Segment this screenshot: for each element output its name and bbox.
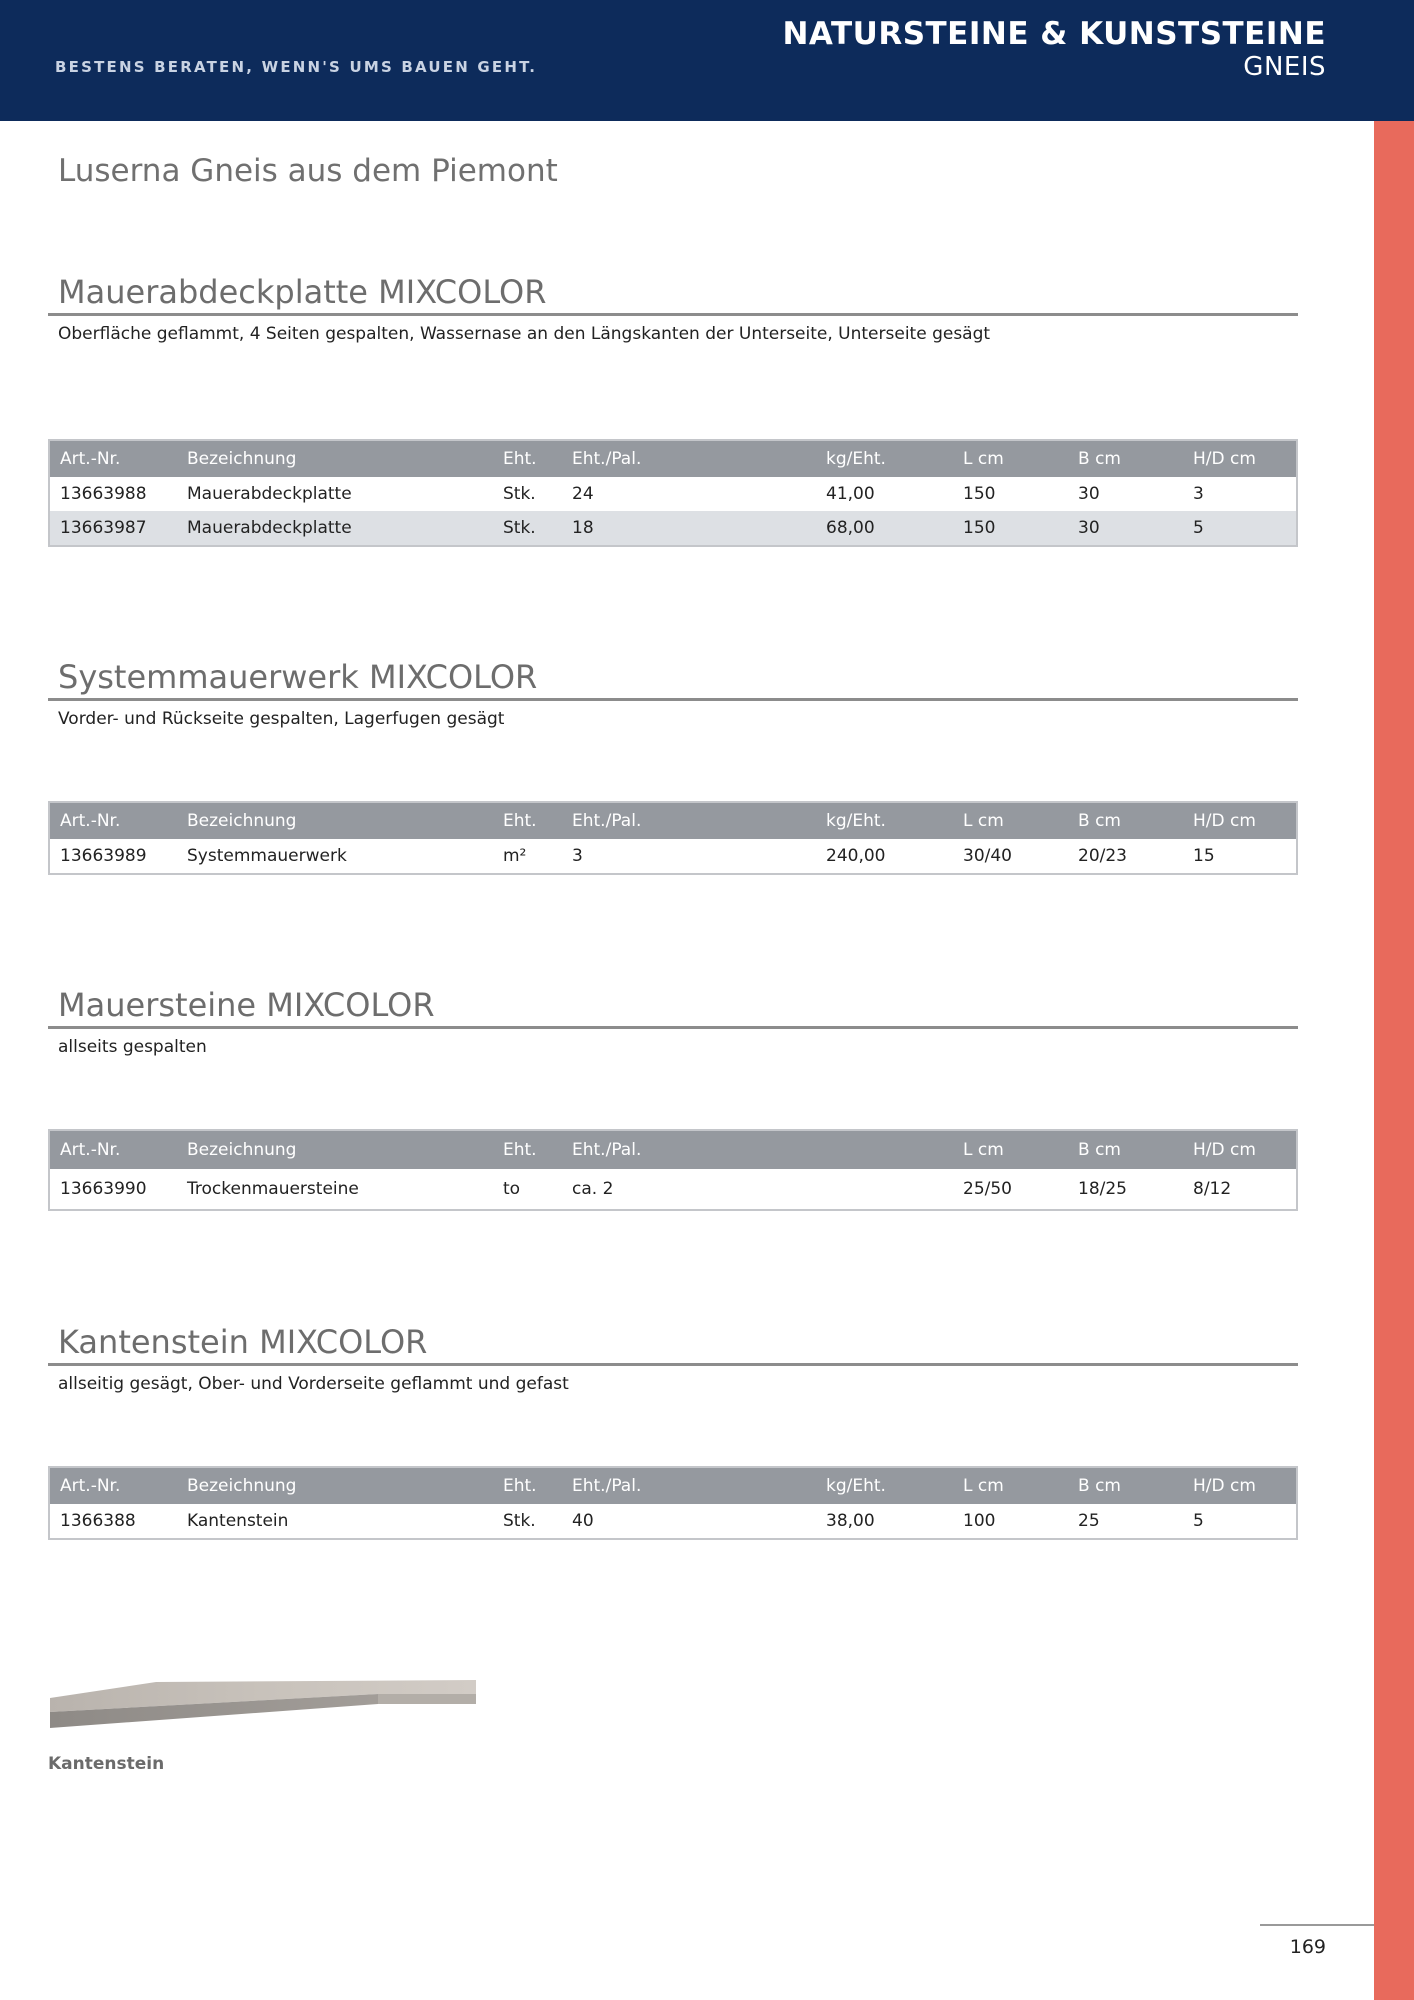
table-header-row	[49, 1467, 1297, 1504]
column-header: Eht./Pal.	[562, 1467, 816, 1504]
table-cell: Systemmauerwerk	[187, 846, 347, 866]
column-header: Eht.	[493, 802, 562, 839]
section-title: Mauersteine MIXCOLOR	[58, 986, 435, 1024]
table-cell: 30	[1068, 511, 1183, 546]
page-number: 169	[1289, 1936, 1326, 1958]
accent-sidebar	[1374, 121, 1414, 2000]
column-header: H/D cm	[1183, 1130, 1297, 1169]
column-header: L cm	[953, 1130, 1068, 1169]
table-cell: 240,00	[826, 846, 886, 866]
table-cell: 20/23	[1078, 846, 1127, 866]
section-divider	[48, 1363, 1298, 1366]
column-header: H/D cm	[1183, 802, 1297, 839]
table-cell: Stk.	[503, 484, 536, 504]
column-header: kg/Eht.	[816, 802, 953, 839]
slab-side-face	[378, 1694, 476, 1704]
table-cell: 5	[1193, 1511, 1204, 1531]
column-header: Eht./Pal.	[562, 440, 816, 477]
kantenstein-product-image	[48, 1660, 480, 1730]
table-cell: m²	[503, 846, 527, 866]
table-cell: 30/40	[963, 846, 1012, 866]
column-header: L cm	[953, 1467, 1068, 1504]
header-title: NATURSTEINE & KUNSTSTEINE	[782, 16, 1326, 52]
section-description: allseits gespalten	[58, 1037, 207, 1057]
column-header: Bezeichnung	[177, 440, 493, 477]
table-cell: Mauerabdeckplatte	[177, 511, 493, 546]
table-row	[49, 839, 1297, 874]
table-cell: Stk.	[493, 511, 562, 546]
table-header-row	[49, 802, 1297, 839]
table-cell: 8/12	[1193, 1179, 1232, 1199]
section-title: Mauerabdeckplatte MIXCOLOR	[58, 273, 547, 311]
table-cell: Trockenmauersteine	[187, 1179, 359, 1199]
table-cell: 150	[963, 484, 996, 504]
column-header: L cm	[953, 802, 1068, 839]
column-header	[816, 1130, 953, 1169]
column-header: B cm	[1068, 1467, 1183, 1504]
slogan: BESTENS BERATEN, WENN'S UMS BAUEN GEHT.	[55, 58, 538, 76]
column-header: Art.-Nr.	[49, 1130, 177, 1169]
table-header-row	[49, 440, 1297, 477]
table-cell: 13663989	[60, 846, 147, 866]
table-cell: 13663987	[49, 511, 177, 546]
table-cell: 25	[1078, 1511, 1100, 1531]
section-title: Systemmauerwerk MIXCOLOR	[58, 658, 538, 696]
table-cell: 18/25	[1078, 1179, 1127, 1199]
column-header: B cm	[1068, 802, 1183, 839]
section-description: allseitig gesägt, Ober- und Vorderseite geflammt und gefast	[58, 1374, 569, 1394]
product-table	[48, 801, 1298, 875]
table-cell: Mauerabdeckplatte	[187, 484, 352, 504]
table-cell: 13663990	[60, 1179, 147, 1199]
table-cell: 15	[1193, 846, 1215, 866]
table-cell: 3	[1193, 484, 1204, 504]
column-header: Eht.	[493, 440, 562, 477]
section-systemmauerwerk	[48, 657, 1298, 866]
table-row	[49, 1504, 1297, 1539]
section-mauersteine	[48, 985, 1298, 1199]
page-header	[0, 0, 1414, 121]
section-kantenstein	[48, 1322, 1298, 1531]
section-divider	[48, 698, 1298, 701]
header-subtitle: GNEIS	[1243, 52, 1326, 82]
footer-rule	[1260, 1924, 1374, 1926]
table-header-row	[49, 1130, 1297, 1169]
column-header: B cm	[1068, 440, 1183, 477]
table-cell: 150	[953, 511, 1068, 546]
column-header: Eht.	[493, 1467, 562, 1504]
table-row	[49, 511, 1297, 546]
table-cell: 30	[1078, 484, 1100, 504]
table-cell: 24	[572, 484, 594, 504]
table-row	[49, 1169, 1297, 1210]
table-cell	[816, 1169, 953, 1210]
section-title: Kantenstein MIXCOLOR	[58, 1323, 428, 1361]
table-cell: 25/50	[963, 1179, 1012, 1199]
column-header: Bezeichnung	[177, 1467, 493, 1504]
page-title: Luserna Gneis aus dem Piemont	[58, 153, 558, 189]
table-cell: 68,00	[816, 511, 953, 546]
column-header: Bezeichnung	[177, 802, 493, 839]
section-description: Vorder- und Rückseite gespalten, Lagerfugen gesägt	[58, 709, 505, 729]
product-table	[48, 1129, 1298, 1211]
column-header: H/D cm	[1183, 440, 1297, 477]
column-header: L cm	[953, 440, 1068, 477]
column-header: Art.-Nr.	[49, 802, 177, 839]
column-header: Eht.	[493, 1130, 562, 1169]
section-mauerabdeckplatte	[48, 272, 1298, 538]
column-header: Bezeichnung	[177, 1130, 493, 1169]
section-divider	[48, 313, 1298, 316]
column-header: kg/Eht.	[816, 440, 953, 477]
column-header: H/D cm	[1183, 1467, 1297, 1504]
table-cell: 3	[572, 846, 583, 866]
table-cell: 40	[572, 1511, 594, 1531]
column-header: Art.-Nr.	[49, 440, 177, 477]
column-header: Eht./Pal.	[562, 1130, 816, 1169]
table-cell: 41,00	[826, 484, 875, 504]
table-cell: Kantenstein	[187, 1511, 289, 1531]
table-cell: 38,00	[826, 1511, 875, 1531]
column-header: B cm	[1068, 1130, 1183, 1169]
table-cell: 18	[562, 511, 816, 546]
table-cell: to	[503, 1179, 521, 1199]
table-cell: 100	[963, 1511, 996, 1531]
section-divider	[48, 1026, 1298, 1029]
product-table	[48, 1466, 1298, 1540]
image-caption: Kantenstein	[48, 1754, 165, 1774]
table-cell: 13663988	[60, 484, 147, 504]
table-cell: 1366388	[60, 1511, 136, 1531]
table-cell: 5	[1183, 511, 1297, 546]
table-row	[49, 477, 1297, 511]
column-header: Art.-Nr.	[49, 1467, 177, 1504]
section-description: Oberfläche geflammt, 4 Seiten gespalten, Wassernase an den Längskanten der Unterseite, Unterseite gesägt	[58, 324, 991, 344]
table-cell: Stk.	[503, 1511, 536, 1531]
product-table	[48, 439, 1298, 547]
column-header: Eht./Pal.	[562, 802, 816, 839]
table-cell: ca. 2	[572, 1179, 614, 1199]
column-header: kg/Eht.	[816, 1467, 953, 1504]
